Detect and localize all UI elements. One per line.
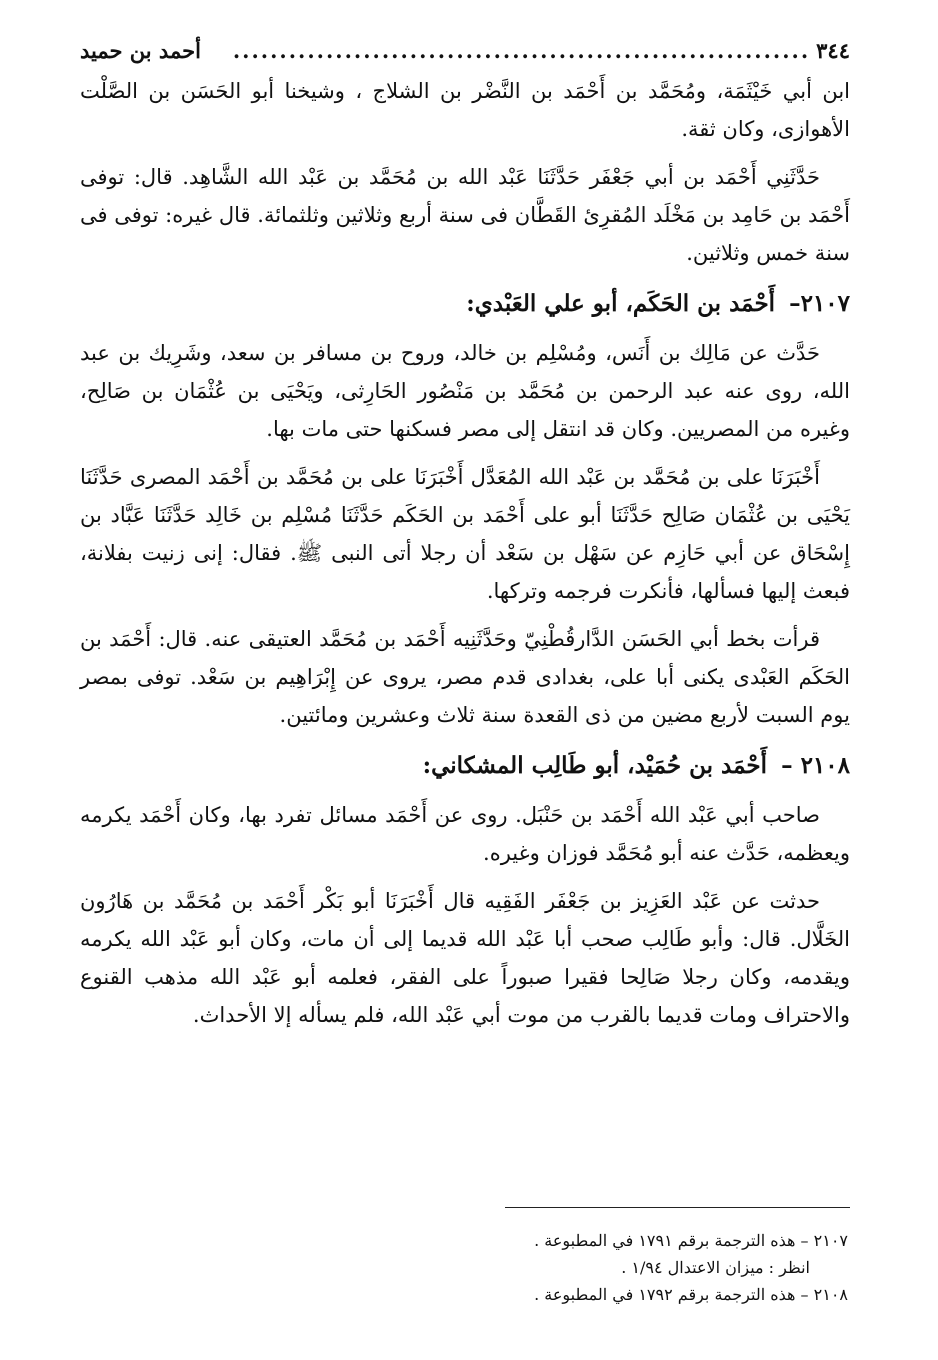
entry-title: أَحْمَد بن حُمَيْد، أبو طَالِب المشكاني: xyxy=(422,752,768,779)
entry-2107-paragraph: حَدَّث عن مَالِك بن أَنَس، ومُسْلِم بن خالد، وروح بن مسافر بن سعد، وشَرِيك بن عبد الله، روى عنه عبد الرحمن بن مُحَمَّد بن مَنْصُور الحَارِثى، ويَحْيَى بن عُثْمَان بن صَالِح، وغيره من المصريين. وكان قد انتقل إلى مصر فسكنها حتى مات بها. xyxy=(80,341,850,441)
entry-2107-paragraph: قرأت بخط أبي الحَسَن الدَّارقُطْنِيّ وحَدَّثَنِيه أَحْمَد بن مُحَمَّد العتيقى عنه. قال: أَحْمَد بن الحَكَم العَبْدى يكنى أبا على، بغدادى قدم مصر، يروى عن إِبْرَاهِيم بن سَعْد. توفى بمصر يوم السبت لأربع مضين من ذى القعدة سنة ثلاث وعشرين ومائتين. xyxy=(80,627,850,727)
page-body xyxy=(80,38,850,1044)
footnote-line: ٢١٠٧ – هذه الترجمة برقم ١٧٩١ في المطبوعة . xyxy=(534,1231,848,1250)
footnotes xyxy=(148,1227,848,1308)
footnote-separator xyxy=(505,1207,850,1208)
footnote-line: انظر : ميزان الاعتدال ١/٩٤ . xyxy=(621,1258,810,1277)
continued-paragraph: ابن أبي خَيْثَمَة، ومُحَمَّد بن أَحْمَد بن النَّضْر بن الشلاج ، وشيخنا أبو الحَسَن بن الصَّلْت الأهوازى، وكان ثقة. xyxy=(80,79,850,141)
entry-number: ٢١٠٨ – xyxy=(781,752,850,779)
entry-2107-paragraph: أَخْبَرَنَا على بن مُحَمَّد بن عَبْد الله المُعَدَّل أَخْبَرَنَا على بن مُحَمَّد بن أَحْمَد المصرى حَدَّثَنَا يَحْيَى بن عُثْمَان صَالِح حَدَّثَنَا أبو على أَحْمَد بن الحَكَم حَدَّثَنَا مُسْلِم بن خَالِد حَدَّثَنَا عَبَّاد بن إِسْحَاق عن أبي حَازِم عن سَهْل بن سَعْد أن رجلا أتى النبى ﷺ. فقال: إنى زنيت بفلانة، فبعث إليها فسألها، فأنكرت فرجمه وتركها. xyxy=(80,465,850,603)
entry-heading-2108 xyxy=(80,744,850,788)
entry-title: أَحْمَد بن الحَكَم، أبو علي العَبْدي: xyxy=(466,290,776,317)
entry-2108-paragraph: حدثت عن عَبْد العَزِيز بن جَعْفَر الفَقِيه قال أَخْبَرَنَا أبو بَكْر أَحْمَد بن مُحَمَّد بن هَارُون الخَلَّال. قال: وأبو طَالِب صحب أبا عَبْد الله قديما إلى أن مات، وكان أبو عَبْد الله يكرمه ويقدمه، وكان رجلا صَالِحا فقيرا صبوراً على الفقر، فعلمه أبو عَبْد الله مذهب القنوع والاحتراف ومات قديما بالقرب من موت أبي عَبْد الله، فلم يسأله إلا الأحداث. xyxy=(80,889,850,1027)
narration-paragraph: حَدَّثَنِي أَحْمَد بن أبي جَعْفَر حَدَّثَنَا عَبْد الله بن مُحَمَّد بن عَبْد الله الشَّاهِد. قال: توفى أَحْمَد بن حَامِد بن مَخْلَد المُقرِئ القَطَّان فى سنة أربع وثلاثين وثلثمائة. قال غيره: توفى فى سنة خمس وثلاثين. xyxy=(80,165,850,265)
entry-2108-paragraph: صاحب أبي عَبْد الله أَحْمَد بن حَنْبَل. روى عن أَحْمَد مسائل تفرد بها، وكان أَحْمَد يكرمه ويعظمه، حَدَّث عنه أبو مُحَمَّد فوزان وغيره. xyxy=(80,803,850,865)
footnote-line: ٢١٠٨ – هذه الترجمة برقم ١٧٩٢ في المطبوعة . xyxy=(534,1285,848,1304)
running-title: أحمد بن حميد xyxy=(80,38,201,63)
running-header xyxy=(80,38,850,72)
entry-number: ٢١٠٧– xyxy=(789,290,850,317)
page-number: ٣٤٤ xyxy=(816,38,850,63)
header-leader-dots: .............................................................. xyxy=(232,38,811,63)
entry-heading-2107 xyxy=(80,282,850,326)
